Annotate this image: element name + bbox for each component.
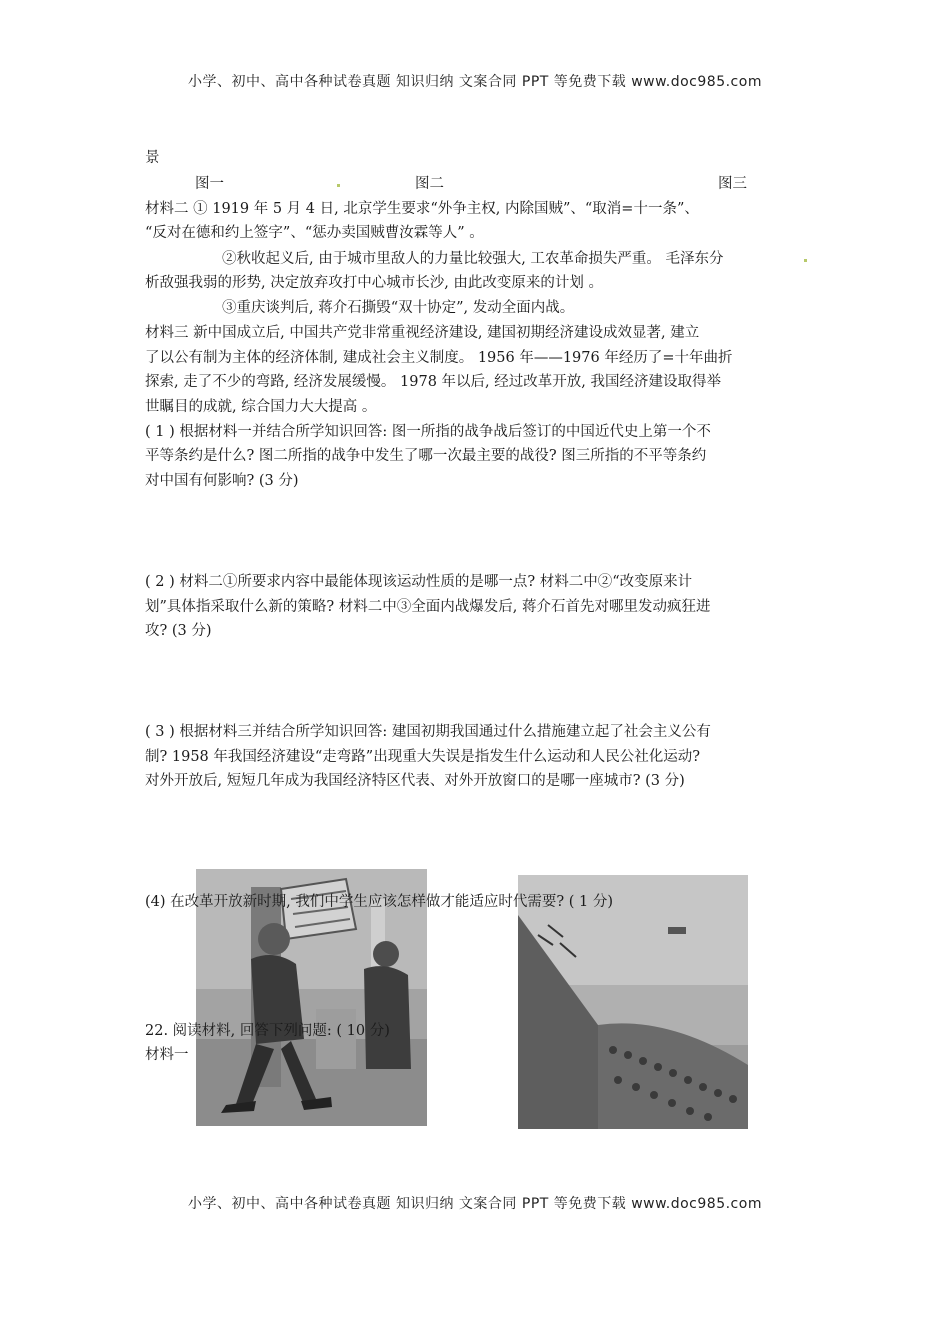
material2-line: ③重庆谈判后, 蒋介石撕毁“双十协定”, 发动全面内战。 xyxy=(222,300,575,316)
material3-line: 材料三 新中国成立后, 中国共产党非常重视经济建设, 建国初期经济建设成效显著, 建立 xyxy=(145,325,700,341)
question-3-line: 制? 1958 年我国经济建设“走弯路”出现重大失误是指发生什么运动和人民公社化运动? xyxy=(145,749,700,765)
question-1-line: ( 1 ) 根据材料一并结合所学知识回答: 图一所指的战争战后签订的中国近代史上第一个不 xyxy=(145,424,711,440)
page-footer: 小学、初中、高中各种试卷真题 知识归纳 文案合同 PPT 等免费下载 www.doc985.com xyxy=(188,1196,762,1212)
page-header: 小学、初中、高中各种试卷真题 知识归纳 文案合同 PPT 等免费下载 www.doc985.com xyxy=(188,74,762,90)
question-3-line: 对外开放后, 短短几年成为我国经济特区代表、对外开放窗口的是哪一座城市? (3 分) xyxy=(145,773,685,789)
figure-3-label: 图三 xyxy=(718,176,747,192)
material2-line: “反对在德和约上签字”、“惩办卖国贼曹汝霖等人” 。 xyxy=(145,225,484,241)
material2-line: 材料二 ① 1919 年 5 月 4 日, 北京学生要求“外争主权, 内除国贼”、“取消=十一条”、 xyxy=(145,201,699,217)
material3-line: 探索, 走了不少的弯路, 经济发展缓慢。 1978 年以后, 经过改革开放, 我国经济建设取得举 xyxy=(145,374,721,390)
question-4-line: (4) 在改革开放新时期, 我们中学生应该怎样做才能适应时代需要? ( 1 分) xyxy=(145,894,614,910)
scan-dot xyxy=(337,184,340,187)
intro-fragment: 景 xyxy=(145,150,160,166)
question-22-title: 22. 阅读材料, 回答下列问题: ( 10 分) xyxy=(145,1023,390,1039)
question-22-material-label: 材料一 xyxy=(145,1047,189,1063)
question-2-line: 攻? (3 分) xyxy=(145,623,212,639)
material2-line: ②秋收起义后, 由于城市里敌人的力量比较强大, 工农革命损失严重。 毛泽东分 xyxy=(222,251,724,267)
question-1-line: 对中国有何影响? (3 分) xyxy=(145,473,299,489)
material3-line: 世瞩目的成就, 综合国力大大提高 。 xyxy=(145,399,377,415)
figure-1-label: 图一 xyxy=(195,176,224,192)
material3-line: 了以公有制为主体的经济体制, 建成社会主义制度。 1956 年——1976 年经历了=十年曲折 xyxy=(145,350,733,366)
question-2-line: 划”具体指采取什么新的策略? 材料二中③全面内战爆发后, 蒋介石首先对哪里发动疯狂进 xyxy=(145,599,711,615)
question-2-line: ( 2 ) 材料二①所要求内容中最能体现该运动性质的是哪一点? 材料二中②“改变原来计 xyxy=(145,574,693,590)
material2-line: 析敌强我弱的形势, 决定放弃攻打中心城市长沙, 由此改变原来的计划 。 xyxy=(145,275,604,291)
question-1-line: 平等条约是什么? 图二所指的战争中发生了哪一次最主要的战役? 图三所指的不平等条约 xyxy=(145,448,707,464)
question-3-line: ( 3 ) 根据材料三并结合所学知识回答: 建国初期我国通过什么措施建立起了社会主义公有 xyxy=(145,724,711,740)
scan-dot xyxy=(804,259,807,262)
figure-2-label: 图二 xyxy=(415,176,444,192)
